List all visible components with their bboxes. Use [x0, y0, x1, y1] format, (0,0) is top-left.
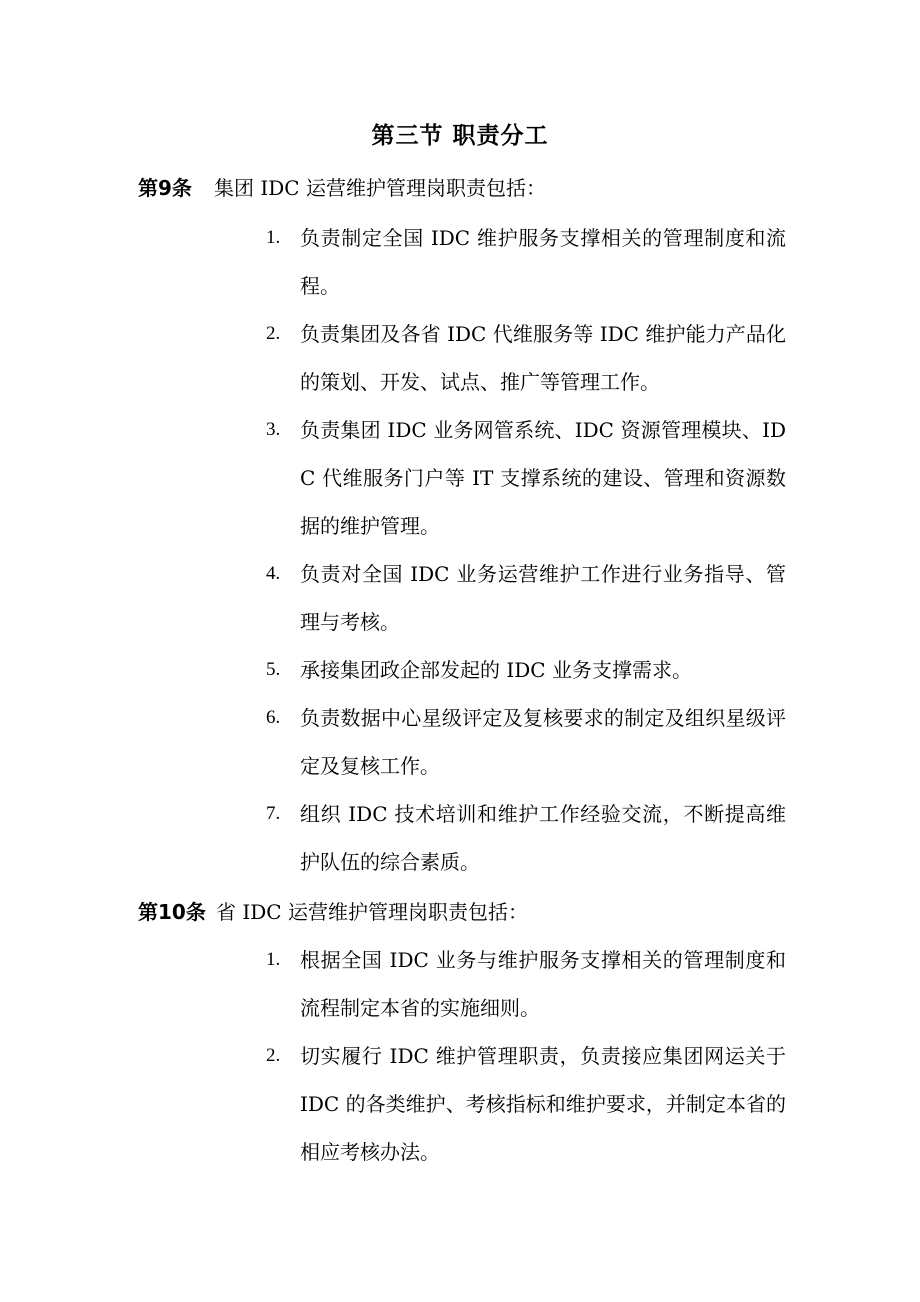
list-item [266, 1032, 786, 1176]
list-item [266, 406, 786, 550]
article-heading-text: 集团 IDC 运营维护管理岗职责包括： [214, 176, 546, 200]
list-item-text: 组织 IDC 技术培训和维护工作经验交流，不断提高维护队伍的综合素质。 [300, 802, 786, 874]
list-item-text: 负责集团及各省 IDC 代维服务等 IDC 维护能力产品化的策划、开发、试点、推广等管理工作。 [300, 322, 786, 394]
list-item-number: 6. [266, 707, 281, 728]
list-item-number: 7. [266, 803, 281, 824]
list-item-text: 负责制定全国 IDC 维护服务支撑相关的管理制度和流程。 [300, 226, 786, 298]
list-item-text: 根据全国 IDC 业务与维护服务支撑相关的管理制度和流程制定本省的实施细则。 [300, 948, 786, 1020]
list-item [266, 550, 786, 646]
list-item-number: 2. [266, 1045, 281, 1066]
list-item-text: 负责集团 IDC 业务网管系统、IDC 资源管理模块、IDC 代维服务门户等 IT 支撑系统的建设、管理和资源数据的维护管理。 [300, 418, 786, 538]
list-item-number: 4. [266, 563, 281, 584]
list-item-number: 5. [266, 659, 281, 680]
list-item-number: 1. [266, 227, 281, 248]
article-heading [138, 892, 798, 932]
list-item [266, 694, 786, 790]
list-item [266, 646, 786, 694]
article-heading-text: 省 IDC 运营维护管理岗职责包括： [216, 900, 528, 924]
list-item-number: 3. [266, 419, 281, 440]
article-heading [138, 168, 798, 208]
list-item-text: 负责对全国 IDC 业务运营维护工作进行业务指导、管理与考核。 [300, 562, 786, 634]
list-item [266, 214, 786, 310]
list-item-number: 2. [266, 323, 281, 344]
list-item [266, 310, 786, 406]
list-item-text: 切实履行 IDC 维护管理职责，负责接应集团网运关于 IDC 的各类维护、考核指标和维护要求，并制定本省的相应考核办法。 [300, 1044, 786, 1164]
list-item-text: 承接集团政企部发起的 IDC 业务支撑需求。 [300, 658, 692, 682]
list-item-text: 负责数据中心星级评定及复核要求的制定及组织星级评定及复核工作。 [300, 706, 786, 778]
list-item-number: 1. [266, 949, 281, 970]
article-number: 第10条 [138, 900, 206, 924]
section-title: 第三节 职责分工 [371, 123, 549, 149]
list-item [266, 936, 786, 1032]
list-item [266, 790, 786, 886]
article-number: 第9条 [138, 176, 192, 200]
